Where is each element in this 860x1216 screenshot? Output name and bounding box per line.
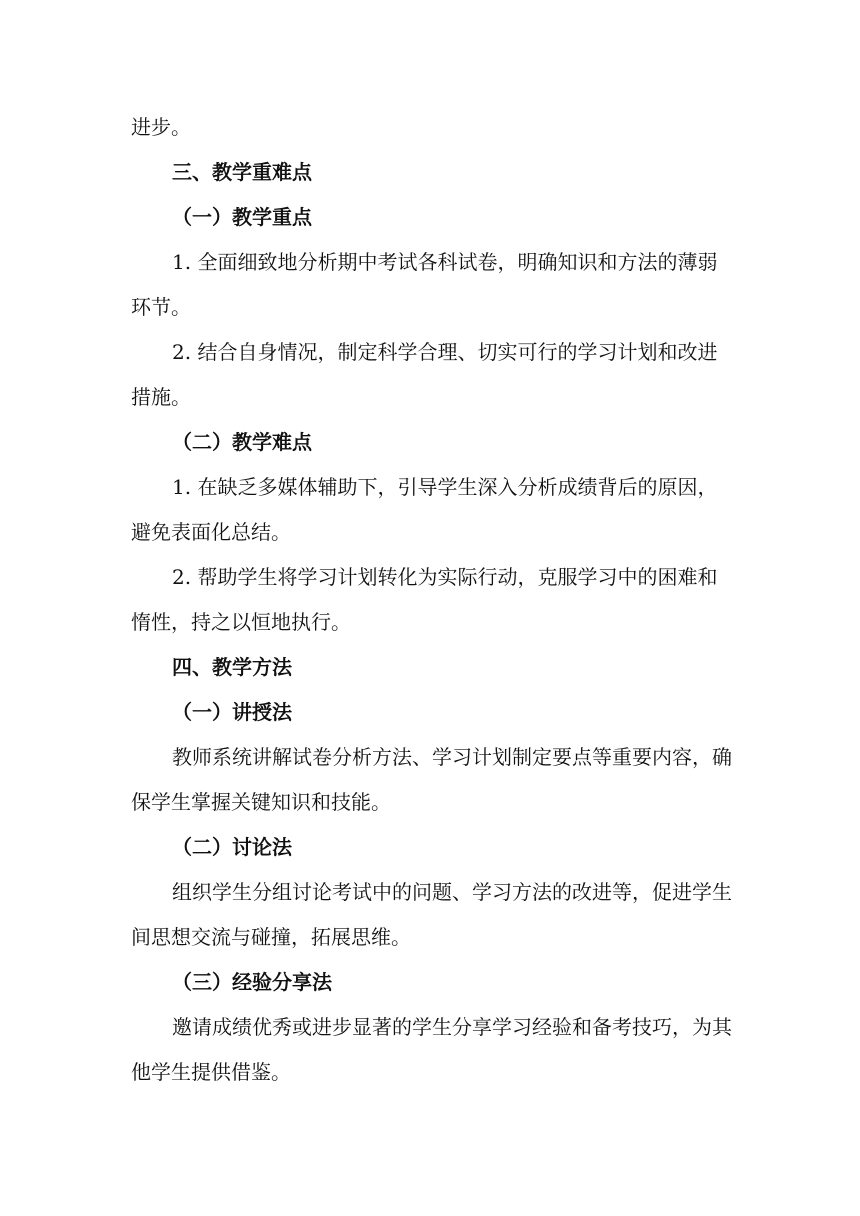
section-heading-4: 四、教学方法 [172,655,292,679]
experience-sharing-line-2: 他学生提供借鉴。 [131,1060,291,1084]
lecture-method-line-1: 教师系统讲解试卷分析方法、学习计划制定要点等重要内容，确 [172,745,732,769]
subheading-lecture-method: （一）讲授法 [172,700,292,724]
focus-item-1-line-2: 环节。 [131,295,191,319]
subheading-experience-sharing: （三）经验分享法 [172,970,332,994]
discussion-method-line-1: 组织学生分组讨论考试中的问题、学习方法的改进等，促进学生 [172,880,732,904]
paragraph-continuation: 进步。 [131,115,191,139]
difficulty-item-2-line-1: 2. 帮助学生将学习计划转化为实际行动，克服学习中的困难和 [172,565,718,589]
discussion-method-line-2: 间思想交流与碰撞，拓展思维。 [131,925,411,949]
difficulty-item-1-line-1: 1. 在缺乏多媒体辅助下，引导学生深入分析成绩背后的原因， [172,475,718,499]
subheading-teaching-focus: （一）教学重点 [172,205,312,229]
difficulty-item-1-line-2: 避免表面化总结。 [131,520,291,544]
focus-item-2-line-2: 措施。 [131,385,191,409]
subheading-discussion-method: （二）讨论法 [172,835,292,859]
experience-sharing-line-1: 邀请成绩优秀或进步显著的学生分享学习经验和备考技巧，为其 [172,1015,732,1039]
subheading-teaching-difficulty: （二）教学难点 [172,430,312,454]
section-heading-3: 三、教学重难点 [172,160,312,184]
focus-item-1-line-1: 1. 全面细致地分析期中考试各科试卷，明确知识和方法的薄弱 [172,250,718,274]
focus-item-2-line-1: 2. 结合自身情况，制定科学合理、切实可行的学习计划和改进 [172,340,718,364]
lecture-method-line-2: 保学生掌握关键知识和技能。 [131,790,391,814]
difficulty-item-2-line-2: 惰性，持之以恒地执行。 [131,610,351,634]
